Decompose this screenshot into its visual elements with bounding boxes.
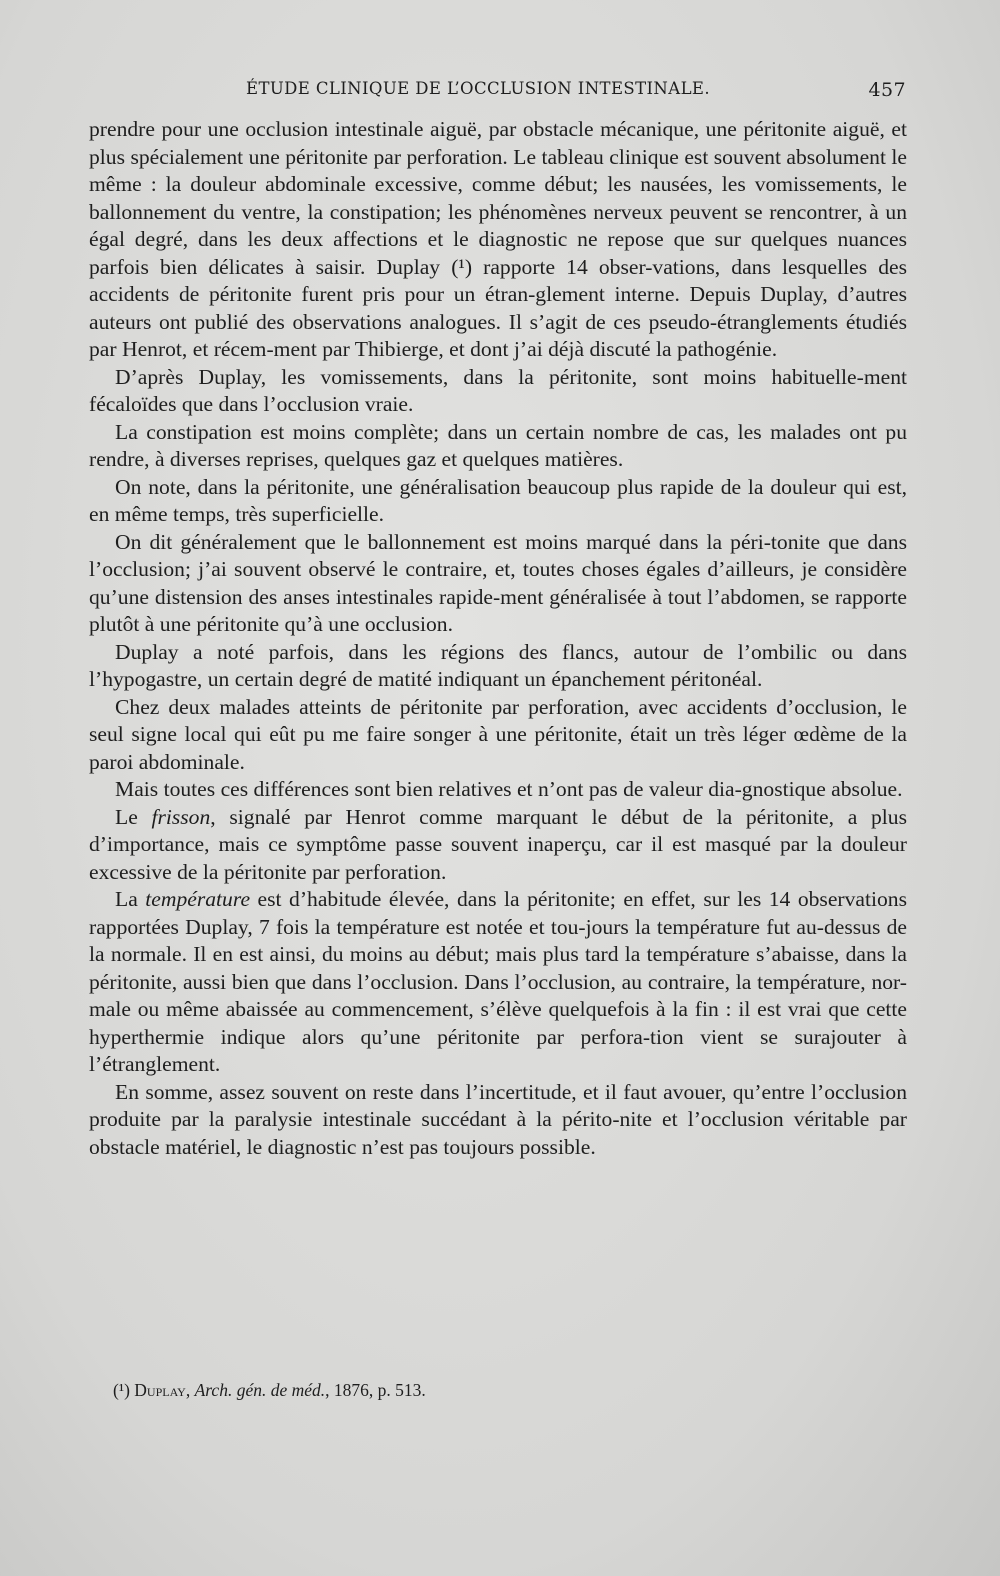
footnote: (¹) Duplay, Arch. gén. de méd., 1876, p. 513. [113,1380,426,1400]
footnote-marker: (¹) [113,1380,130,1400]
italic-term: température [145,887,251,911]
paragraph: En somme, assez souvent on reste dans l’incertitude, et il faut avouer, qu’entre l’occlusion produite par la paralysie intestinale succédant à la périto-nite et l’occlusion véritable par obstacle matériel, le diagnostic n’est pas toujours possible. [89,1079,907,1159]
paragraph-rest: , signalé par Henrot comme marquant le début de la péritonite, a plus d’importance, mais ce symptôme passe souvent inaperçu, car il est masqué par la douleur excessive de la péritonite par perforation. [89,804,907,884]
paragraph: prendre pour une occlusion intestinale aiguë, par obstacle mécanique, une péritonite aiguë, et plus spécialement une péritonite par perforation. Le tableau clinique est souvent absolument le même : la douleur abdominale excessive, comme début; les nausées, les vomissements, le ballonnement du ventre, la constipation; les phénomènes nerveux peuvent se rencontrer, à un égal degré, dans les deux affections et le diagnostic ne repose que sur quelques nuances parfois bien délicates à saisir. Duplay (¹) rapporte 14 obser-vations, dans lesquelles des accidents de péritonite furent pris pour un étran-glement interne. Depuis Duplay, d’autres auteurs ont publié des observations analogues. Il s’agit de ces pseudo-étranglements étudiés par Henrot, et récem-ment par Thibierge, et dont j’ai déjà discuté la pathogénie. [89,117,907,361]
paragraph-lead: Le [115,804,152,829]
paragraph-lead: La [115,887,146,911]
running-head [88,79,906,103]
footnote-source: Arch. gén. de méd. [194,1380,326,1400]
paragraph: La constipation est moins complète; dans un certain nombre de cas, les malades ont pu rendre, à diverses reprises, quelques gaz et quelques matières. [89,419,907,471]
paragraph: Chez deux malades atteints de péritonite par perforation, avec accidents d’occlusion, le seul signe local qui eût pu me faire songer à une péritonite, était un très léger œdème de la paroi abdominale. [89,694,907,774]
paragraph: On note, dans la péritonite, une généralisation beaucoup plus rapide de la douleur qui est, en même temps, très superficielle. [89,474,907,526]
footnote-details: , 1876, p. 513. [325,1380,426,1400]
paragraph-frisson [89,804,907,887]
paragraph: Mais toutes ces différences sont bien relatives et n’ont pas de valeur dia-gnostique absolue. [115,777,903,801]
paragraph: Duplay a noté parfois, dans les régions des flancs, autour de l’ombilic ou dans l’hypogastre, un certain degré de matité indiquant un épanchement péritonéal. [89,639,907,691]
body-text [89,116,907,1161]
paragraph: D’après Duplay, les vomissements, dans la péritonite, sont moins habituelle-ment fécaloïdes que dans l’occlusion vraie. [89,364,907,416]
paragraph: On dit généralement que le ballonnement est moins marqué dans la péri-tonite que dans l’occlusion; j’ai souvent observé le contraire, et, toutes choses égales d’ailleurs, je considère qu’une distension des anses intestinales rapide-ment généralisée à tout l’abdomen, se rapporte plutôt à une péritonite qu’à une occlusion. [89,529,907,636]
footnote-author: Duplay [134,1380,186,1400]
paragraph-rest: est d’habitude élevée, dans la péritonite; en effet, sur les 14 observations rapportées Duplay, 7 fois la température est notée et tou-jours la température fut au-dessus de la normale. Il en est ainsi, du moins au début; mais plus tard la température s’abaisse, dans la péritonite, aussi bien que dans l’occlusion. Dans l’occlusion, au contraire, la température, nor-male ou même abaissée au commencement, s’élève quelquefois à la fin : il est vrai que cette hyperthermie indique alors qu’une péritonite par perfora-tion vient se surajouter à l’étranglement. [89,887,907,1076]
italic-term: frisson [151,804,211,829]
chapter-title: ÉTUDE CLINIQUE DE L’OCCLUSION INTESTINALE. [246,79,711,98]
page-number: 457 [868,79,906,101]
paragraph-temperature [89,886,907,1079]
